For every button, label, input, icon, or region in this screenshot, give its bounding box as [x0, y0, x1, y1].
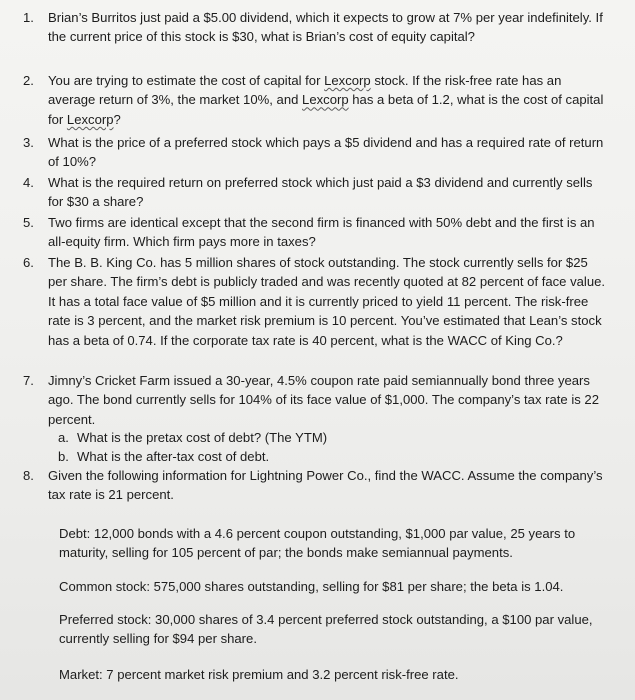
- question-text: What is the price of a preferred stock which pays a $5 dividend and has a required rate of return of 10%?: [48, 135, 604, 170]
- question-text: What is the required return on preferred stock which just paid a $3 dividend and currently sells for $30 a share?: [48, 175, 593, 210]
- question-2: [23, 71, 608, 129]
- question-text: Two firms are identical except that the second firm is financed with 50% debt and the first is an all-equity firm. Which firm pays more in taxes?: [48, 215, 595, 250]
- spellcheck-word: Lexcorp: [302, 92, 349, 108]
- question-7b: [58, 447, 597, 466]
- question-number: 5.: [23, 215, 34, 230]
- sub-question-text: What is the after-tax cost of debt.: [77, 449, 270, 464]
- sub-question-letter: b.: [58, 449, 69, 464]
- question-number: 2.: [23, 73, 34, 88]
- question-text: Given the following information for Lightning Power Co., find the WACC. Assume the company’s tax rate is 21 percent.: [48, 468, 603, 503]
- question-6: [23, 253, 608, 350]
- debt-info: [59, 524, 599, 563]
- question-text: [48, 71, 608, 129]
- question-text: Brian’s Burritos just paid a $5.00 dividend, which it expects to grow at 7% per year indefinitely. If the current price of this stock is $30, what is Brian’s cost of equity capital?: [48, 10, 603, 45]
- question-text: Jimny’s Cricket Farm issued a 30-year, 4.5% coupon rate paid semiannually bond three years ago. The bond currently sells for 104% of its face value of $1,000. The company’s tax rate is 22 percent.: [48, 373, 599, 427]
- spellcheck-word: Lexcorp: [66, 111, 114, 127]
- question-7: [23, 371, 608, 429]
- question-8: [23, 466, 608, 505]
- market-text: Market: 7 percent market risk premium and 3.2 percent risk-free rate.: [59, 667, 459, 682]
- question-1: [23, 8, 608, 47]
- preferred-stock-info: [59, 610, 599, 649]
- common-stock-info: [59, 577, 599, 596]
- spellcheck-word: Lexcorp: [324, 73, 371, 88]
- question-3: [23, 133, 608, 172]
- question-text-part: has a beta of 1.2, what is the cost of capital for: [48, 92, 604, 127]
- question-4: [23, 173, 608, 212]
- question-number: 6.: [23, 255, 34, 270]
- sub-question-text: What is the pretax cost of debt? (The YTM): [77, 430, 328, 445]
- preferred-stock-text: Preferred stock: 30,000 shares of 3.4 percent preferred stock outstanding, a $100 par value, currently selling for $94 per share.: [59, 612, 593, 647]
- question-text-part: You are trying to estimate the cost of capital for: [48, 73, 325, 88]
- question-number: 4.: [23, 175, 34, 190]
- question-text: The B. B. King Co. has 5 million shares of stock outstanding. The stock currently sells for $25 per share. The firm’s debt is publicly traded and was recently quoted at 82 percent of face value. It has a total face value of $5 million and it is currently priced to yield 11 percent. The risk-free rate is 3 percent, and the market risk premium is 10 percent. You’ve estimated that Lean’s stock has a beta of 0.74. If the corporate tax rate is 40 percent, what is the WACC of King Co.?: [48, 255, 606, 348]
- question-7a: [58, 428, 597, 447]
- question-number: 7.: [23, 373, 34, 388]
- sub-question-letter: a.: [58, 430, 69, 445]
- common-stock-text: Common stock: 575,000 shares outstanding, selling for $81 per share; the beta is 1.04.: [59, 579, 564, 594]
- question-5: [23, 213, 608, 252]
- question-number: 3.: [23, 135, 34, 150]
- question-text-part: stock. If the risk-free rate has an average return of 3%, the market 10%, and: [48, 73, 562, 108]
- market-info: [59, 665, 599, 684]
- debt-text: Debt: 12,000 bonds with a 4.6 percent coupon outstanding, $1,000 par value, 25 years to maturity, selling for 105 percent of par; the bonds make semiannual payments.: [59, 526, 576, 561]
- question-text-part: ?: [113, 111, 121, 127]
- question-number: 8.: [23, 468, 34, 483]
- question-number: 1.: [23, 10, 34, 25]
